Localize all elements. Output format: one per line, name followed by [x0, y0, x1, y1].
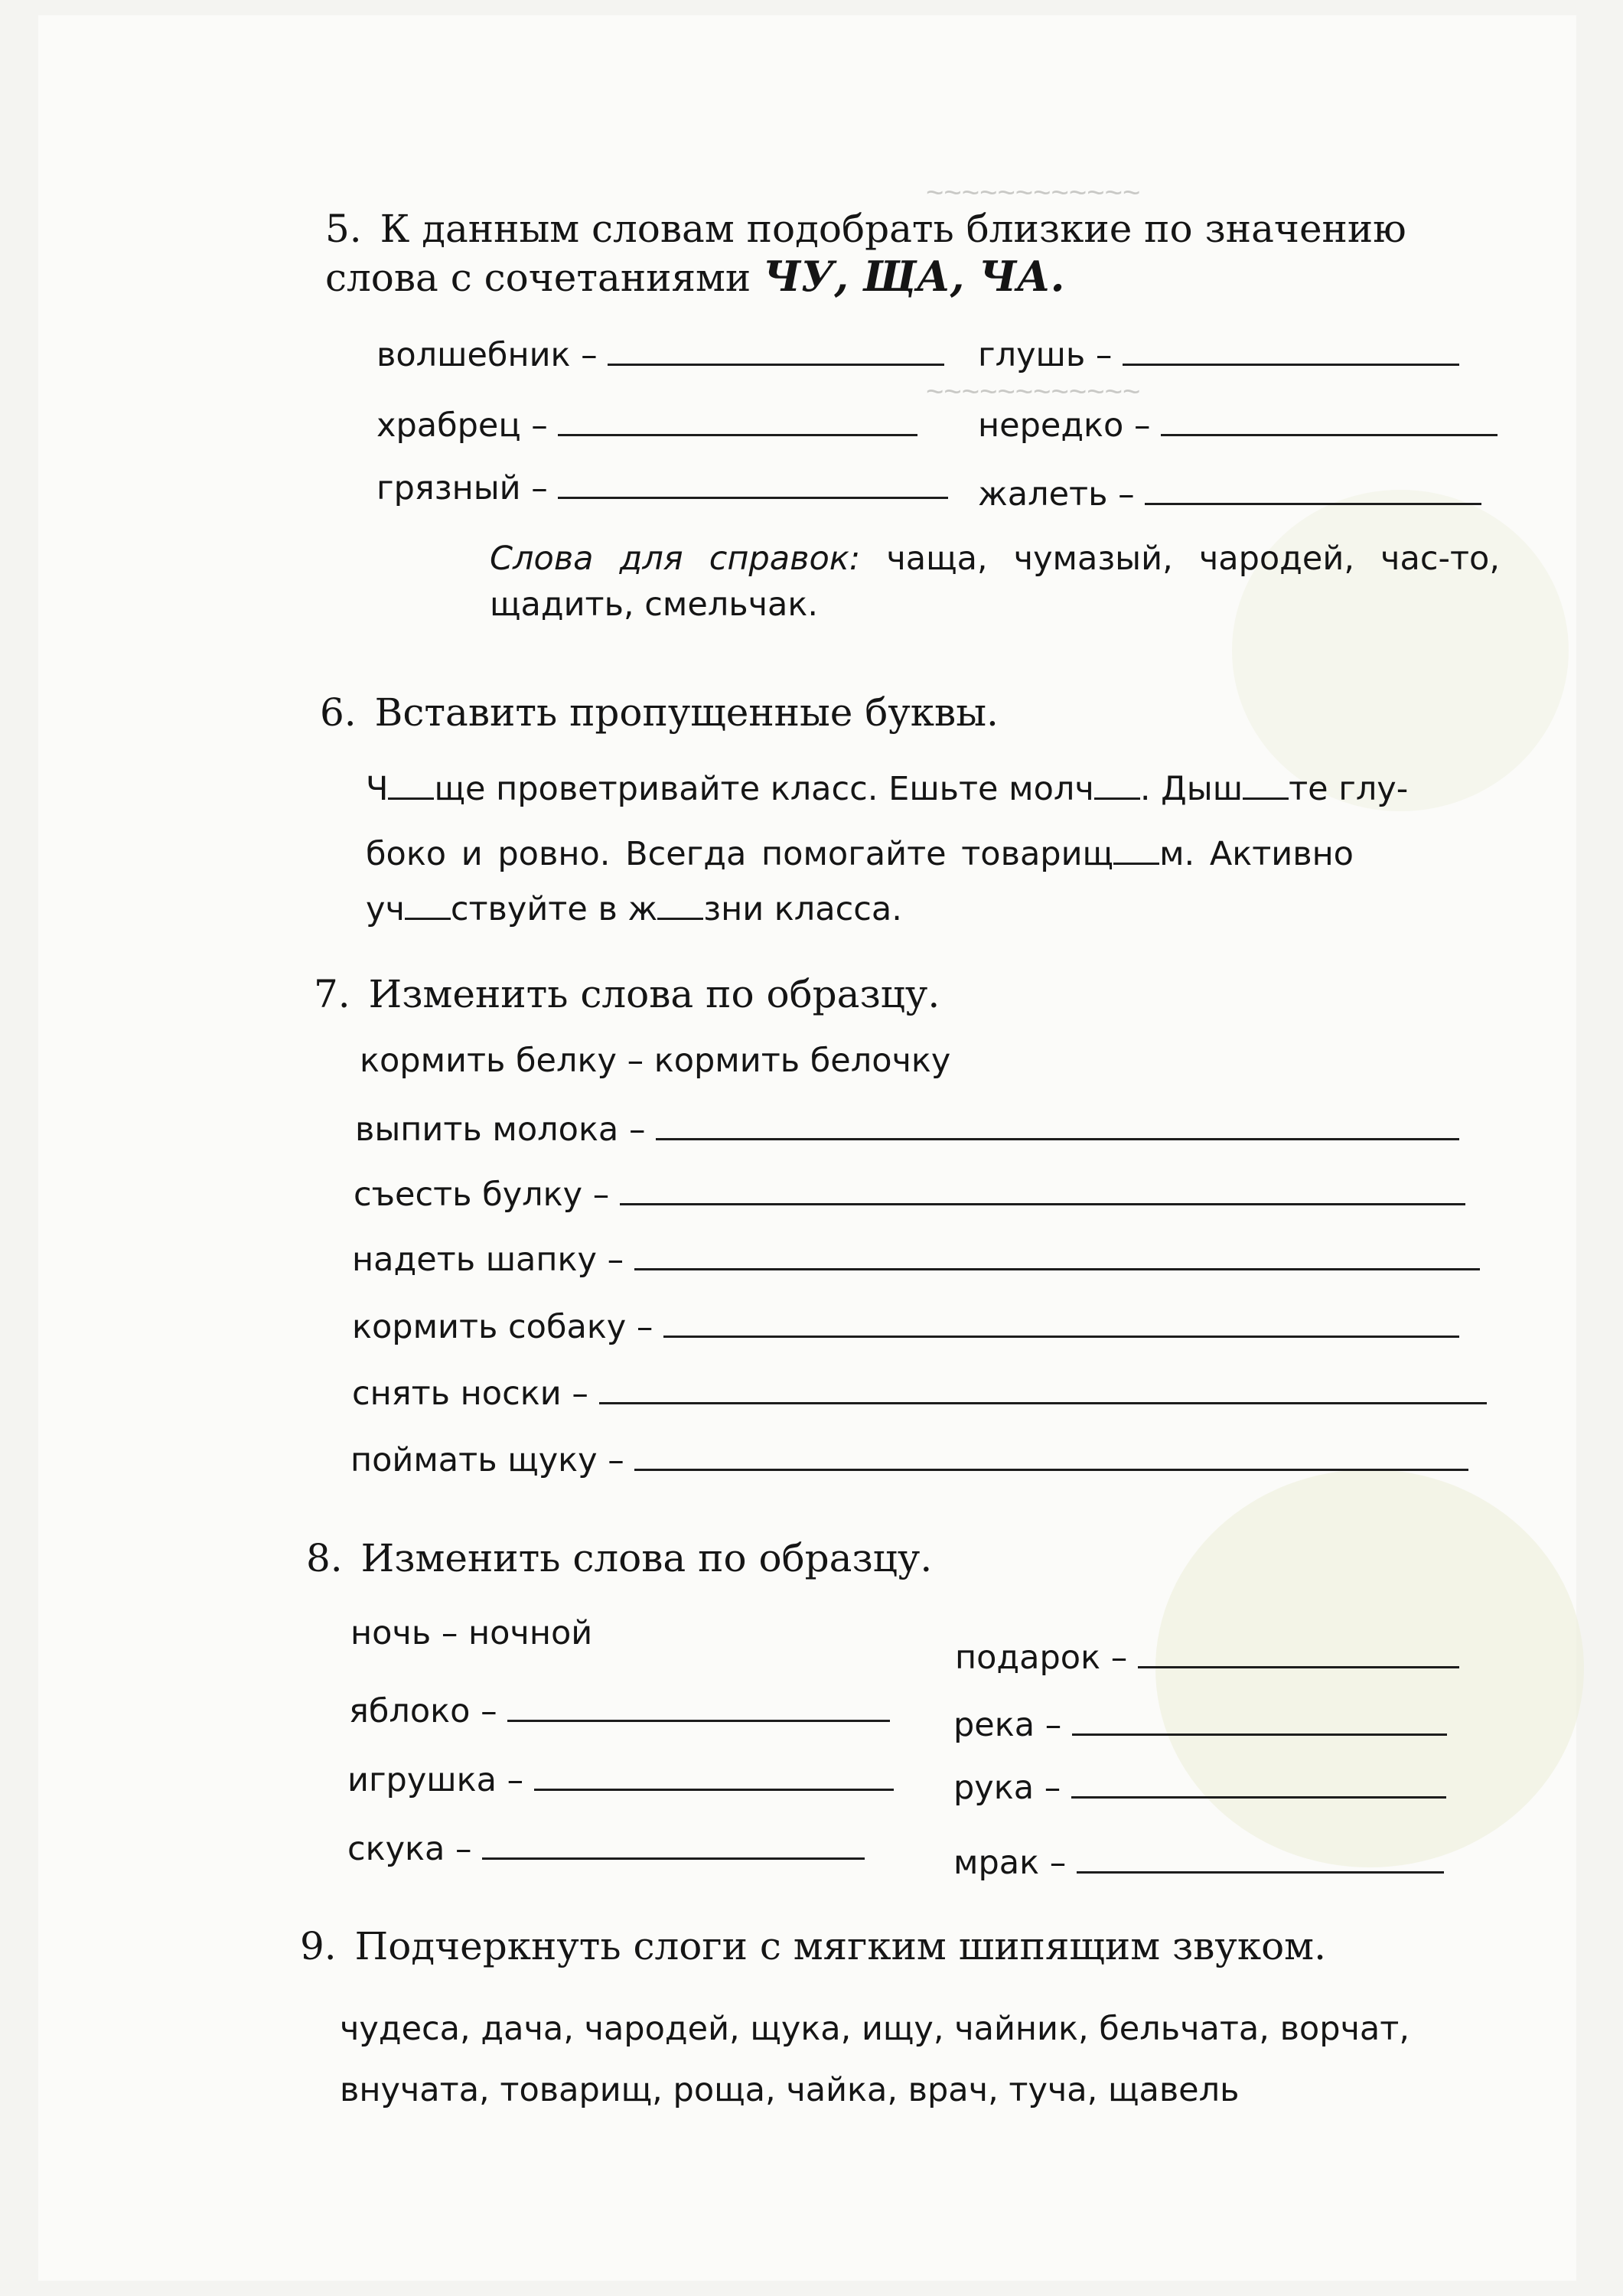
item-word: рука –	[953, 1769, 1061, 1807]
task5-combinations: ЧУ, ЩА, ЧА.	[763, 252, 1065, 301]
task7-item	[350, 1440, 1468, 1480]
text-fragment: Ч	[366, 770, 389, 808]
text-fragment: ствуйте в ж	[450, 890, 658, 928]
item-word: съесть булку –	[354, 1176, 610, 1214]
item-word: скука –	[347, 1830, 472, 1868]
task5-row-1-left	[376, 335, 944, 375]
task6-line-1	[366, 769, 1408, 809]
task7-item	[352, 1374, 1487, 1414]
item-word: река –	[953, 1706, 1062, 1744]
task5-word: храбрец –	[376, 406, 548, 445]
answer-blank[interactable]	[608, 341, 944, 366]
item-word: выпить молока –	[355, 1110, 646, 1149]
task8-number: 8.	[306, 1536, 343, 1580]
answer-blank[interactable]	[507, 1697, 890, 1722]
task7-number: 7.	[314, 972, 350, 1016]
answer-blank[interactable]	[1072, 1711, 1447, 1736]
syllable-words: внучата, товарищ, роща, чайка, врач, туча, щавель	[340, 2071, 1240, 2109]
answer-blank[interactable]	[634, 1245, 1480, 1270]
task5-row-3-left	[376, 468, 948, 508]
task5-reference-words	[490, 536, 1500, 628]
reference-words: чаща, чумазый, чародей, час-то, щадить, смельчак.	[490, 540, 1500, 624]
text-fragment: зни класса.	[703, 890, 902, 928]
task8-right-item	[955, 1638, 1459, 1678]
text-fragment: те глу-	[1289, 770, 1409, 808]
task6-number: 6.	[320, 690, 357, 735]
answer-blank[interactable]	[1123, 341, 1459, 366]
letter-blank[interactable]	[657, 895, 703, 920]
task5-instruction: К данным словам подобрать близкие по значению слова с сочетаниями	[325, 207, 1406, 300]
task6-line-3	[366, 889, 902, 929]
task5-row-1-right	[978, 335, 1459, 375]
task7-example	[360, 1041, 950, 1081]
answer-blank[interactable]	[1077, 1848, 1444, 1874]
answer-blank[interactable]	[599, 1379, 1487, 1404]
task8-right-item	[953, 1768, 1446, 1808]
syllable-words: чудеса, дача, чародей, щука, ищу, чайник, бельчата, ворчат,	[340, 2010, 1410, 2048]
task7-item	[352, 1307, 1459, 1347]
task7-item	[354, 1175, 1465, 1215]
task7-heading	[314, 970, 940, 1018]
task8-right-item	[953, 1705, 1447, 1745]
letter-blank[interactable]	[1094, 775, 1140, 800]
text-fragment: м. Активно	[1159, 835, 1354, 873]
task5-row-2-right	[978, 406, 1498, 445]
task7-instruction: Изменить слова по образцу.	[368, 972, 940, 1016]
answer-blank[interactable]	[663, 1313, 1459, 1338]
task5-word: нередко –	[978, 406, 1151, 445]
task9-instruction: Подчеркнуть слоги с мягким шипящим звуком.	[354, 1924, 1326, 1968]
answer-blank[interactable]	[1145, 480, 1481, 505]
item-word: игрушка –	[347, 1761, 524, 1799]
letter-blank[interactable]	[405, 895, 451, 920]
task9-words-line-2	[340, 2070, 1239, 2110]
answer-blank[interactable]	[620, 1180, 1465, 1205]
item-word: яблоко –	[349, 1692, 497, 1730]
answer-blank[interactable]	[1161, 411, 1498, 436]
task6-heading	[320, 689, 999, 736]
task7-item	[355, 1110, 1459, 1150]
task8-left-item	[347, 1760, 894, 1800]
task5-row-3-right	[978, 475, 1481, 514]
answer-blank[interactable]	[558, 474, 948, 499]
task5-number: 5.	[325, 207, 362, 251]
task8-instruction: Изменить слова по образцу.	[360, 1536, 933, 1580]
task6-line-2	[366, 834, 1354, 874]
letter-blank[interactable]	[1243, 775, 1289, 800]
example-text: кормить белку – кормить белочку	[360, 1042, 951, 1080]
task5-heading	[325, 205, 1519, 302]
answer-blank[interactable]	[482, 1835, 865, 1860]
bleed-through-text: ~~~~~~~~~~~~	[926, 176, 1141, 210]
item-word: снять носки –	[352, 1375, 588, 1413]
answer-blank[interactable]	[656, 1115, 1459, 1140]
task9-words-line-1	[340, 2009, 1410, 2049]
reference-label: Слова для справок:	[490, 540, 861, 578]
task5-word: жалеть –	[978, 475, 1135, 514]
answer-blank[interactable]	[634, 1446, 1468, 1471]
task8-left-item	[349, 1691, 890, 1731]
task8-left-item	[347, 1829, 865, 1869]
task5-word: глушь –	[978, 336, 1113, 374]
task5-word: волшебник –	[376, 336, 598, 374]
answer-blank[interactable]	[1071, 1773, 1446, 1799]
task5-row-2-left	[376, 406, 917, 445]
task9-heading	[300, 1923, 1326, 1970]
letter-blank[interactable]	[388, 775, 434, 800]
bleed-through-text: ~~~~~~~~~~~~	[926, 375, 1141, 409]
task6-instruction: Вставить пропущенные буквы.	[374, 690, 999, 735]
text-fragment: ще проветривайте класс. Ешьте молч	[434, 770, 1094, 808]
example-text: ночь – ночной	[350, 1614, 593, 1652]
text-fragment: боко и ровно. Всегда помогайте товарищ	[366, 835, 1114, 873]
task8-heading	[306, 1534, 932, 1582]
text-fragment: уч	[366, 890, 405, 928]
text-fragment: . Дыш	[1139, 770, 1243, 808]
letter-blank[interactable]	[1113, 840, 1159, 865]
item-word: подарок –	[955, 1639, 1128, 1677]
answer-blank[interactable]	[534, 1766, 894, 1791]
task5-word: грязный –	[376, 469, 548, 507]
answer-blank[interactable]	[558, 411, 917, 436]
answer-blank[interactable]	[1138, 1643, 1459, 1668]
item-word: кормить собаку –	[352, 1308, 653, 1346]
item-word: мрак –	[953, 1844, 1067, 1882]
item-word: поймать щуку –	[350, 1441, 624, 1479]
item-word: надеть шапку –	[352, 1241, 624, 1279]
task8-right-item	[953, 1843, 1444, 1883]
task7-item	[352, 1240, 1480, 1280]
task9-number: 9.	[300, 1924, 337, 1968]
task8-example	[350, 1613, 592, 1653]
